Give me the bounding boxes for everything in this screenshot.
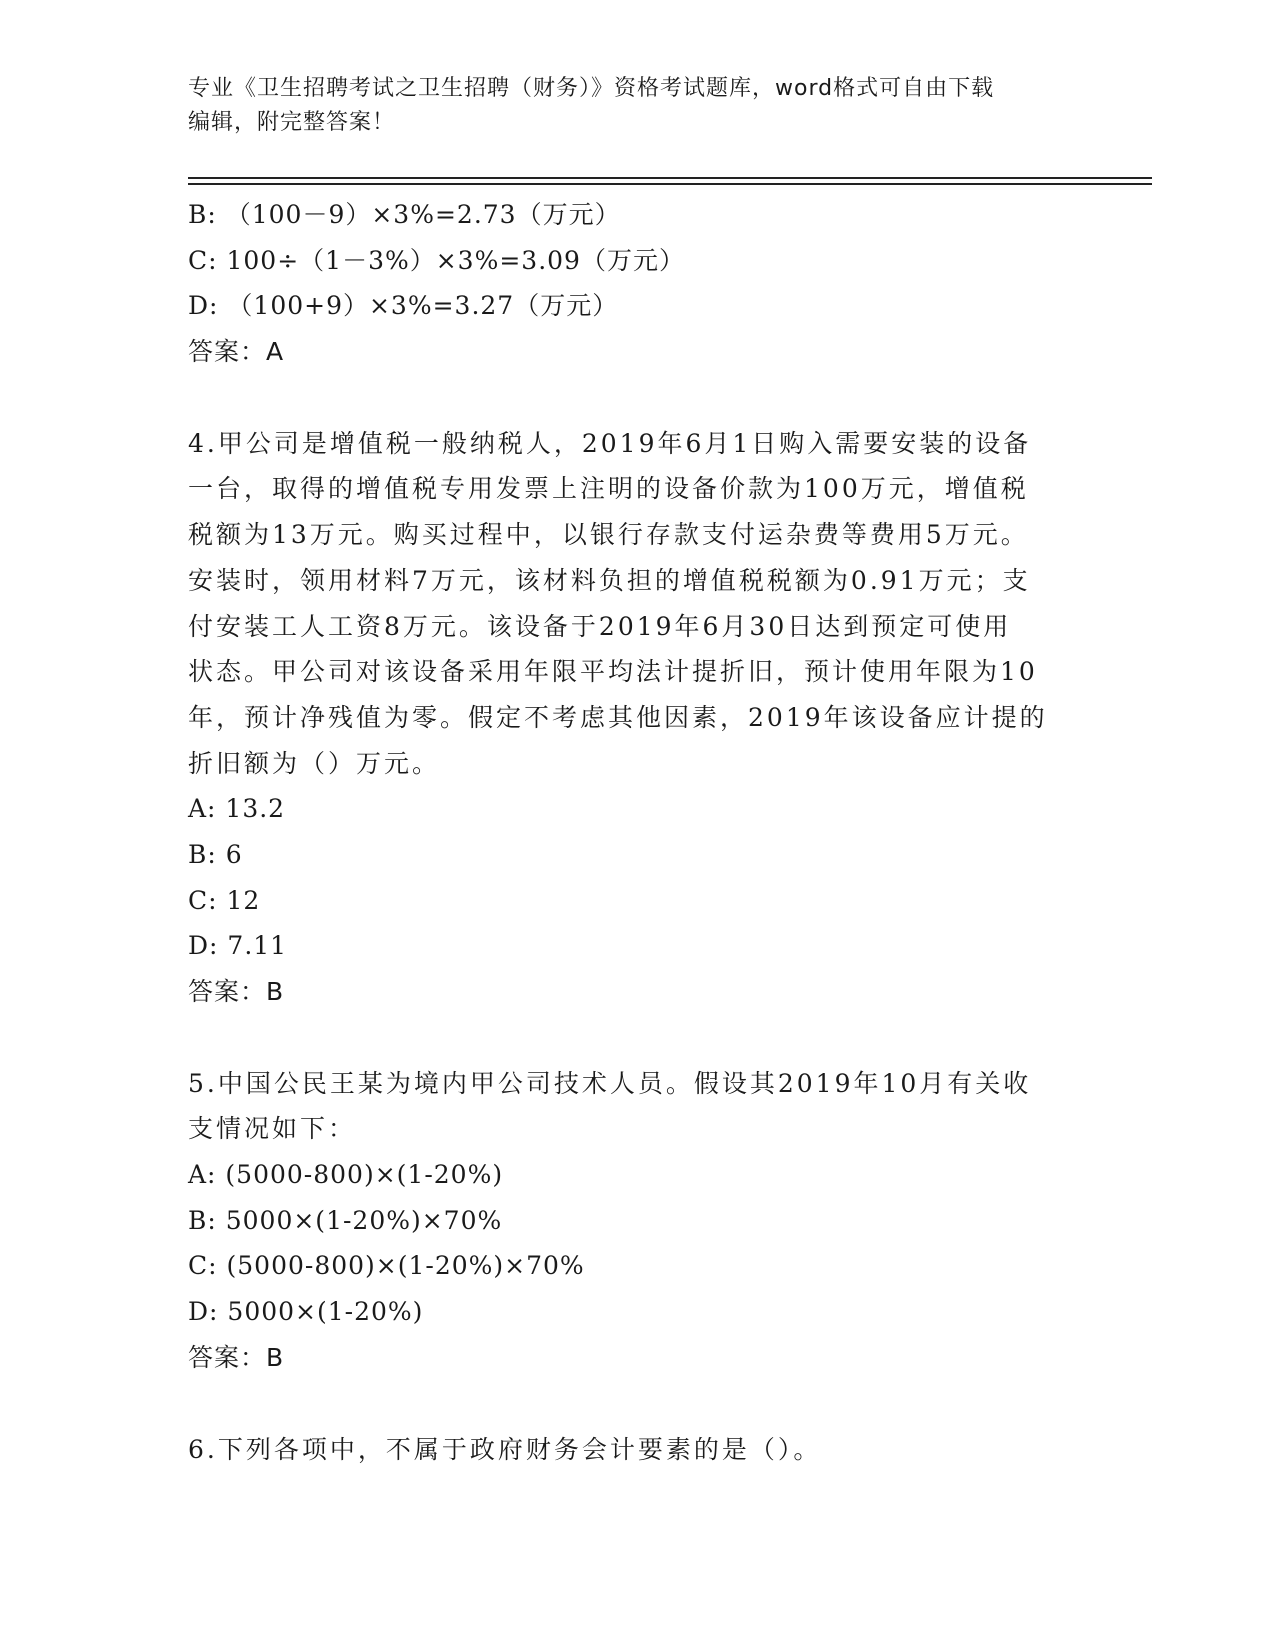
option-b: B: （100－9）×3%=2.73（万元） xyxy=(188,200,621,229)
question-line: 付安装工人工资8万元。该设备于2019年6月30日达到预定可使用 xyxy=(188,611,1012,641)
option-a: A: (5000-800)×(1-20%) xyxy=(188,1160,504,1190)
question-3-answer: 答案：A xyxy=(188,337,285,367)
spacer xyxy=(188,1015,1088,1061)
option-c: C: 100÷（1－3%）×3%=3.09（万元） xyxy=(188,245,685,275)
header-divider-top xyxy=(188,177,1152,179)
question-line: 5.中国公民王某为境内甲公司技术人员。假设其2019年10月有关收 xyxy=(188,1068,1032,1098)
option-a: A: 13.2 xyxy=(188,794,286,824)
spacer xyxy=(188,375,1088,421)
question-5-answer: 答案：B xyxy=(188,1342,285,1372)
option-d: D: 7.11 xyxy=(188,931,288,961)
question-line: 4.甲公司是增值税一般纳税人，2019年6月1日购入需要安装的设备 xyxy=(188,428,1032,458)
question-6-text xyxy=(188,1427,1088,1473)
option-b: B: 6 xyxy=(188,839,243,869)
question-line: 6.下列各项中，不属于政府财务会计要素的是（）。 xyxy=(188,1434,822,1464)
question-3-options xyxy=(188,192,1088,329)
question-line: 折旧额为（）万元。 xyxy=(188,748,441,778)
option-b: B: 5000×(1-20%)×70% xyxy=(188,1205,503,1235)
question-5-options xyxy=(188,1152,1088,1335)
question-line: 安装时，领用材料7万元，该材料负担的增值税税额为0.91万元；支 xyxy=(188,565,1031,595)
question-line: 状态。甲公司对该设备采用年限平均法计提折旧，预计使用年限为10 xyxy=(188,657,1038,687)
question-4-options xyxy=(188,786,1088,969)
question-5-text xyxy=(188,1061,1088,1152)
question-4-text xyxy=(188,421,1088,787)
spacer xyxy=(188,1381,1088,1427)
question-line: 年，预计净残值为零。假定不考虑其他因素，2019年该设备应计提的 xyxy=(188,702,1048,732)
header-divider-bottom xyxy=(188,183,1152,185)
header-line-1: 专业《卫生招聘考试之卫生招聘（财务）》资格考试题库，word格式可自由下载 xyxy=(188,76,995,101)
question-line: 支情况如下： xyxy=(188,1114,357,1144)
option-d: D: （100+9）×3%=3.27（万元） xyxy=(188,291,619,321)
question-4-answer: 答案：B xyxy=(188,977,285,1006)
question-line: 一台，取得的增值税专用发票上注明的设备价款为100万元，增值税 xyxy=(188,474,1029,504)
document-header xyxy=(188,72,1088,140)
option-c: C: (5000-800)×(1-20%)×70% xyxy=(188,1251,585,1281)
question-line: 税额为13万元。购买过程中，以银行存款支付运杂费等费用5万元。 xyxy=(188,520,1029,550)
option-c: C: 12 xyxy=(188,885,261,915)
header-line-2: 编辑，附完整答案！ xyxy=(188,110,396,135)
option-d: D: 5000×(1-20%) xyxy=(188,1297,424,1327)
question-content xyxy=(188,192,1088,1472)
